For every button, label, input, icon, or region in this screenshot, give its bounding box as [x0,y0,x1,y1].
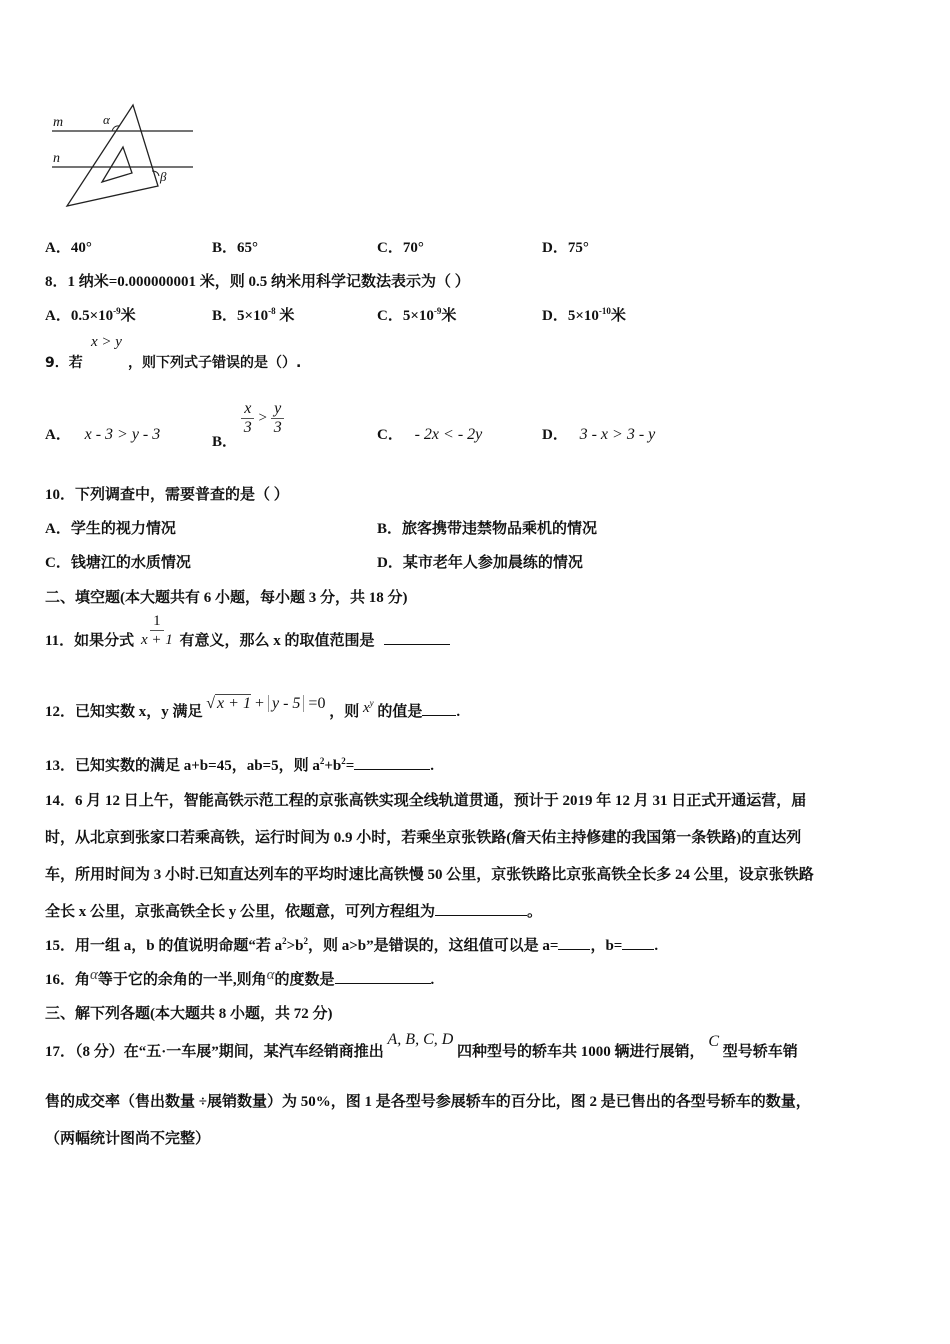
q10-option-c[interactable]: C．钱塘江的水质情况 [45,555,191,571]
q13-answer-blank[interactable] [354,755,430,770]
q14-line-2: 时，从北京到张家口若乘高铁，运行时间为 0.9 小时，若乘坐京张铁路(詹天佑主持修建的我国第一条铁路)的直达列 [45,830,802,846]
q9-b-frac-right: $\frac{y}{3}$ [271,400,285,437]
q13: 13．已知实数的满足 a+b=45，ab=5，则 $a^2+b^2=$ . [45,756,435,774]
beta-label: β [160,169,167,184]
q12-equation: √ x + 1 + y - 5 =0 [206,695,326,712]
q10-option-d[interactable]: D．某市老年人参加晨练的情况 [377,555,583,571]
q9-suffix: ，则下列式子错误的是（）. [128,355,302,371]
alpha-symbol: α [90,967,98,983]
q9-prefix: 9．若 [45,355,83,371]
q9-option-a[interactable]: A． x - 3 > y - 3 [45,426,161,443]
q10-option-b[interactable]: B．旅客携带违禁物品乘机的情况 [377,521,598,537]
q17-model-c: C [708,1033,719,1050]
q9-option-b[interactable]: B． $\frac{x}{3}$ > $\frac{y}{3}$ [212,400,285,437]
q10-stem: 10．下列调查中，需要普查的是（ ） [45,487,289,503]
q8-option-c[interactable]: C．$5\times 10^{-9}$米 [377,306,457,324]
q10-option-a[interactable]: A．学生的视力情况 [45,521,176,537]
q14-line-4: 全长 x 公里，京张高铁全长 y 公里，依题意，可列方程组为 。 [45,900,542,921]
q11: 11．如果分式 $\frac{1}{x + 1}$ 有意义，那么 x 的取值范围是 [45,612,450,649]
q8-option-b[interactable]: B．$5\times 10^{-8}$ 米 [212,306,295,324]
q14-line-1: 14．6 月 12 日上午，智能高铁示范工程的京张高铁实现全线轨道贯通，预计于 2019 年 12 月 31 日正式开通运营，届 [45,793,807,809]
q15-b-blank[interactable] [622,935,654,950]
q7-option-d[interactable]: D．75° [542,240,589,256]
q7-option-b[interactable]: B．65° [212,240,259,256]
alpha-label: α [103,112,110,127]
q11-answer-blank[interactable] [384,630,450,645]
q8-option-d[interactable]: D．$5\times 10^{-10}$米 [542,306,626,324]
q7-figure [40,95,200,215]
q11-fraction: $\frac{1}{x + 1}$ [140,613,173,648]
line-n-label: n [53,151,60,166]
q17-models: A, B, C, D [387,1031,454,1048]
q15: 15．用一组 a，b 的值说明命题“若 $a^2>b^2$，则 a>b”是错误的，这组值可以是 a= ，b= . [45,936,659,954]
q12-answer-blank[interactable] [422,701,456,716]
q8-option-a[interactable]: A．$0.5\times 10^{-9}$米 [45,306,136,324]
parallel-lines-triangle-figure [40,95,200,215]
q7-option-a[interactable]: A．40° [45,240,92,256]
q9-b-frac-left: $\frac{x}{3}$ [241,400,255,437]
q12: 12．已知实数 x，y 满足 √ x + 1 + y - 5 =0 ，则 $x^y$ 的值是 . [45,695,461,720]
q7-option-c[interactable]: C．70° [377,240,424,256]
q14-answer-blank[interactable] [435,901,527,916]
q16-answer-blank[interactable] [335,969,431,984]
q17-line-1: 17．（8 分）在“五·一车展”期间，某汽车经销商推出 A, B, C, D 四种型号的轿车共 1000 辆进行展销， C 型号轿车销 [45,1031,798,1060]
q17-line-3: （两幅统计图尚不完整） [45,1131,211,1147]
section-2-title: 二、填空题(本大题共有 6 小题，每小题 3 分，共 18 分) [45,590,408,606]
q17-line-2: 售的成交率（售出数量 ÷展销数量）为 50%，图 1 是各型号参展轿车的百分比，图 2 是已售出的各型号轿车的数量， [45,1094,811,1110]
q16: 16．角α等于它的余角的一半,则角α的度数是 . [45,967,435,988]
q9-option-d[interactable]: D． 3 - x > 3 - y [542,426,656,443]
line-m-label: m [53,115,64,130]
alpha-symbol: α [266,967,275,983]
q8-stem: 8．1 纳米=0.000000001 米，则 0.5 纳米用科学记数法表示为（ ） [45,274,470,290]
q15-a-blank[interactable] [558,935,590,950]
q9-condition: x > y [91,334,122,350]
q9-option-c[interactable]: C． - 2x < - 2y [377,426,483,443]
q14-line-3: 车，所用时间为 3 小时.已知直达列车的平均时速比高铁慢 50 公里，京张铁路比京张高铁全长多 24 公里，设京张铁路 [45,867,814,883]
section-3-title: 三、解下列各题(本大题共 8 小题，共 72 分) [45,1006,333,1022]
